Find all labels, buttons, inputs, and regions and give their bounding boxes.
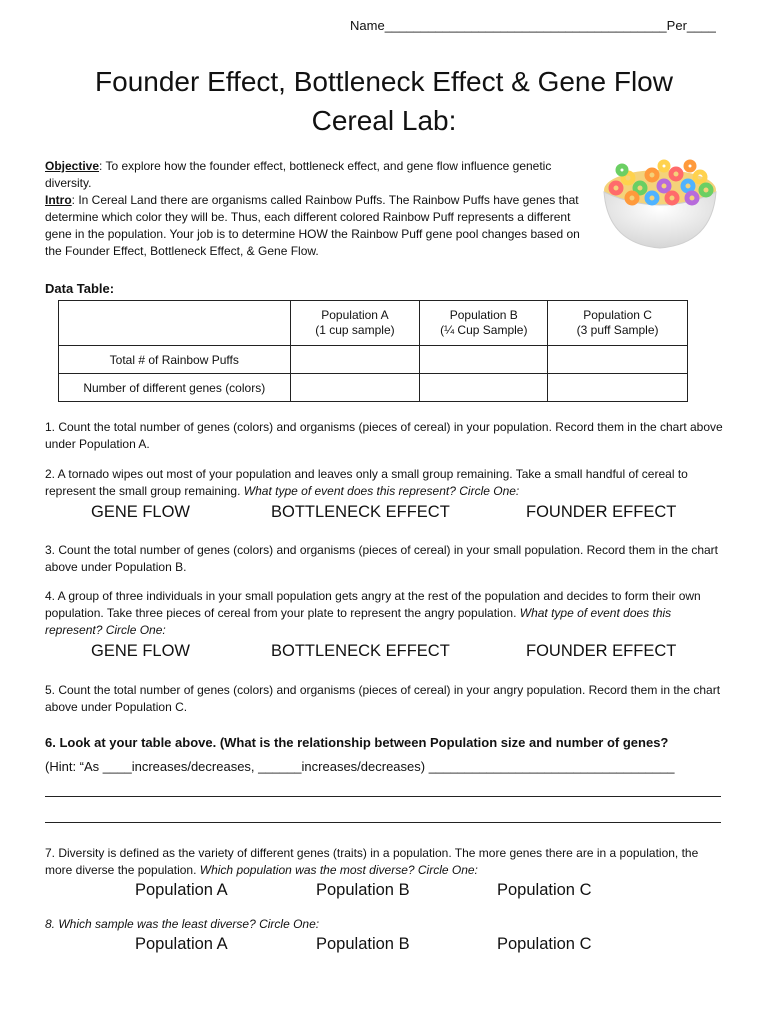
choice-gene-flow[interactable]: GENE FLOW bbox=[91, 642, 191, 660]
choice-founder-effect[interactable]: FOUNDER EFFECT bbox=[526, 503, 677, 521]
intro-label: Intro bbox=[45, 193, 72, 207]
choice-population-b[interactable]: Population B bbox=[316, 935, 410, 953]
period-blank: ____ bbox=[686, 18, 716, 33]
name-period-line bbox=[350, 18, 716, 33]
question-5: 5. Count the total number of genes (colors) and organisms (pieces of cereal) in your angry population. Record them in the chart above under Population C. bbox=[45, 683, 721, 714]
column-header-population-c: Population C (3 puff Sample) bbox=[548, 301, 688, 346]
choice-population-c[interactable]: Population C bbox=[497, 935, 592, 953]
period-label: Per bbox=[666, 18, 687, 33]
table-cell-blank[interactable] bbox=[420, 374, 548, 402]
column-header-population-b: Population B (¼ Cup Sample) bbox=[420, 301, 548, 346]
name-label: Name bbox=[350, 18, 385, 33]
question-7-prompt: Which population was the most diverse? Circle One: bbox=[199, 863, 478, 877]
question-1: 1. Count the total number of genes (colors) and organisms (pieces of cereal) in your population. Record them in the chart above under Population A. bbox=[45, 420, 723, 451]
cereal-bowl-image bbox=[602, 148, 718, 254]
table-corner-cell bbox=[59, 301, 291, 346]
data-table bbox=[58, 300, 688, 402]
question-3: 3. Count the total number of genes (colors) and organisms (pieces of cereal) in your small population. Record them in the chart above under Population B. bbox=[45, 543, 719, 574]
page-title bbox=[0, 62, 768, 140]
question-4-prompt: What type of event does this represent? Circle One: bbox=[45, 606, 672, 637]
objective-label: Objective bbox=[45, 159, 100, 173]
objective-paragraph bbox=[45, 158, 593, 192]
choice-bottleneck-effect[interactable]: BOTTLENECK EFFECT bbox=[271, 503, 450, 521]
question-2-prompt: What type of event does this represent? Circle One: bbox=[243, 484, 520, 498]
question-4: 4. A group of three individuals in your small population gets angry at the rest of the population and decides to form their own population. Take three pieces of cereal from your plate to represent the angry population. What type of event does this represent? Circle One: bbox=[45, 589, 701, 637]
choice-population-a[interactable]: Population A bbox=[135, 881, 228, 899]
intro-paragraph bbox=[45, 192, 593, 260]
answer-line[interactable] bbox=[45, 822, 721, 823]
table-cell-blank[interactable] bbox=[290, 374, 420, 402]
question-8: 8. Which sample was the least diverse? Circle One: bbox=[45, 917, 320, 931]
table-cell-blank[interactable] bbox=[548, 346, 688, 374]
intro-text: : In Cereal Land there are organisms called Rainbow Puffs. The Rainbow Puffs have genes that determine which color they will be. Thus, each different colored Rainbow Puff represents a different gene in the population. Your job is to determine HOW the Rainbow Puff gene pool changes based on the Founder Effect, Bottleneck Effect, & Gene Flow. bbox=[45, 193, 580, 258]
table-cell-blank[interactable] bbox=[548, 374, 688, 402]
table-row bbox=[59, 374, 688, 402]
choice-founder-effect[interactable]: FOUNDER EFFECT bbox=[526, 642, 677, 660]
table-cell-blank[interactable] bbox=[420, 346, 548, 374]
question-7: 7. Diversity is defined as the variety of different genes (traits) in a population. The more genes there are in a population, the more diverse the population. Which population was the most diverse? Circle One: bbox=[45, 846, 699, 877]
table-header-row bbox=[59, 301, 688, 346]
choice-population-a[interactable]: Population A bbox=[135, 935, 228, 953]
choice-population-c[interactable]: Population C bbox=[497, 881, 592, 899]
title-line-1: Founder Effect, Bottleneck Effect & Gene Flow bbox=[95, 66, 673, 97]
choice-gene-flow[interactable]: GENE FLOW bbox=[91, 503, 191, 521]
question-6: 6. Look at your table above. (What is the relationship between Population size and number of genes? bbox=[45, 735, 669, 750]
choice-bottleneck-effect[interactable]: BOTTLENECK EFFECT bbox=[271, 642, 450, 660]
title-line-2: Cereal Lab: bbox=[311, 105, 457, 136]
intro-block bbox=[45, 158, 593, 260]
row-label-number-genes: Number of different genes (colors) bbox=[59, 374, 291, 402]
table-cell-blank[interactable] bbox=[290, 346, 420, 374]
data-table-label: Data Table: bbox=[45, 281, 115, 296]
objective-text: : To explore how the founder effect, bottleneck effect, and gene flow influence genetic diversity. bbox=[45, 159, 552, 190]
question-6-hint: (Hint: “As ____increases/decreases, ______increases/decreases) __________________________________ bbox=[45, 759, 675, 774]
name-blank: _______________________________________ bbox=[384, 18, 667, 33]
answer-line[interactable] bbox=[45, 796, 721, 797]
choice-population-b[interactable]: Population B bbox=[316, 881, 410, 899]
question-2: 2. A tornado wipes out most of your population and leaves only a small group remaining. Take a small handful of cereal to represent the small group remaining. What type of event does this represent? Circle One: bbox=[45, 467, 688, 498]
column-header-population-a: Population A (1 cup sample) bbox=[290, 301, 420, 346]
table-row bbox=[59, 346, 688, 374]
row-label-total-puffs: Total # of Rainbow Puffs bbox=[59, 346, 291, 374]
